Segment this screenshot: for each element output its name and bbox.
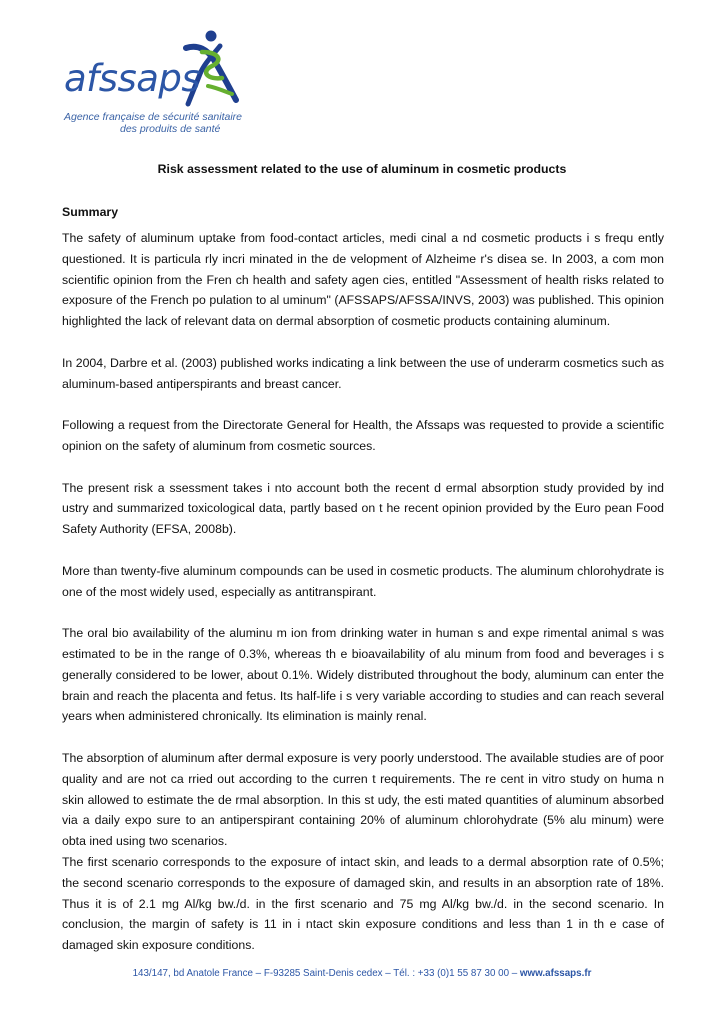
document-body (62, 228, 664, 956)
paragraph-4: The present risk a ssessment takes i nto account both the recent d ermal absorption study provided by ind ustry and summarized toxicological data, partly based on t he recent opinion provided by the Euro pean Food Safety Authority (EFSA, 2008b). (62, 480, 664, 537)
page-footer (0, 968, 724, 980)
logo-wordmark: afssaps (64, 57, 201, 100)
paragraph-8: The first scenario corresponds to the exposure of intact skin, and leads to a dermal absorption rate of 0.5%; the second scenario corresponds to the exposure of damaged skin, and results in an absorption rate of 18%. Thus it is of 2.1 mg Al/kg bw./d. in the first scenario and 75 mg Al/kg bw./d. in the second scenario. In conclusion, the margin of safety is 11 in i ntact skin exposure conditions and less than 1 in th e case of damaged skin exposure conditions. (62, 854, 664, 953)
paragraph-3: Following a request from the Directorate General for Health, the Afssaps was requested to provide a scientific opinion on the safety of aluminum from cosmetic sources. (62, 418, 664, 453)
paragraph-6: The oral bio availability of the aluminu m ion from drinking water in human s and expe rimental animal s was estimated to be in the range of 0.3%, whereas th e bioavailability of alu minum from food and beverages i s generally considered to be lower, about 0.1%. Widely distributed throughout the body, aluminum can enter the brain and reach the placenta and fetus. Its half-life i s very variable according to studies and can reach several years when administered chronically. Its elimination is mainly renal. (62, 626, 664, 724)
logo-tagline-line1: Agence française de sécurité sanitaire (64, 111, 243, 123)
summary-heading: Summary (62, 205, 119, 219)
paragraph-2: In 2004, Darbre et al. (2003) published works indicating a link between the use of underarm cosmetics such as aluminum-based antiperspirants and breast cancer. (62, 355, 664, 391)
paragraph-7: The absorption of aluminum after dermal exposure is very poorly understood. The available studies are of poor quality and are not ca rried out according to the curren t requirements. The re cent in vitro study on huma n skin allowed to estimate the de rmal absorption. In this st udy, the esti mated quantities of aluminum absorbed via a daily expo sure to an antiperspirant containing 20% of aluminum chlorohydrate (5% alu minum) were obta ined using two scenarios. (62, 750, 664, 849)
document-title: Risk assessment related to the use of aluminum in cosmetic products (157, 162, 567, 176)
logo-tagline-line2: des produits de santé (120, 123, 221, 135)
footer-website-link[interactable]: www.afssaps.fr (519, 968, 592, 979)
footer-address: 143/147, bd Anatole France – F-93285 Saint-Denis cedex – Tél. : +33 (0)1 55 87 30 00 – (132, 968, 520, 979)
afssaps-logo (60, 30, 260, 140)
paragraph-1: The safety of aluminum uptake from food-contact articles, medi cinal a nd cosmetic products i s frequ ently questioned. It is particula rly incri minated in the de velopment of Alzheime r's disea se. In 2003, a com mon scientific opinion from the Fren ch health and safety agen cies, entitled "Assessment of health risks related to exposure of the French po pulation to al uminum" (AFSSAPS/AFSSA/INVS, 2003) was published. This opinion highlighted the lack of relevant data on dermal absorption of cosmetic products containing aluminum. (62, 231, 664, 329)
paragraph-5: More than twenty-five aluminum compounds can be used in cosmetic products. The aluminum chlorohydrate is one of the most widely used, especially as antitranspirant. (62, 563, 664, 599)
